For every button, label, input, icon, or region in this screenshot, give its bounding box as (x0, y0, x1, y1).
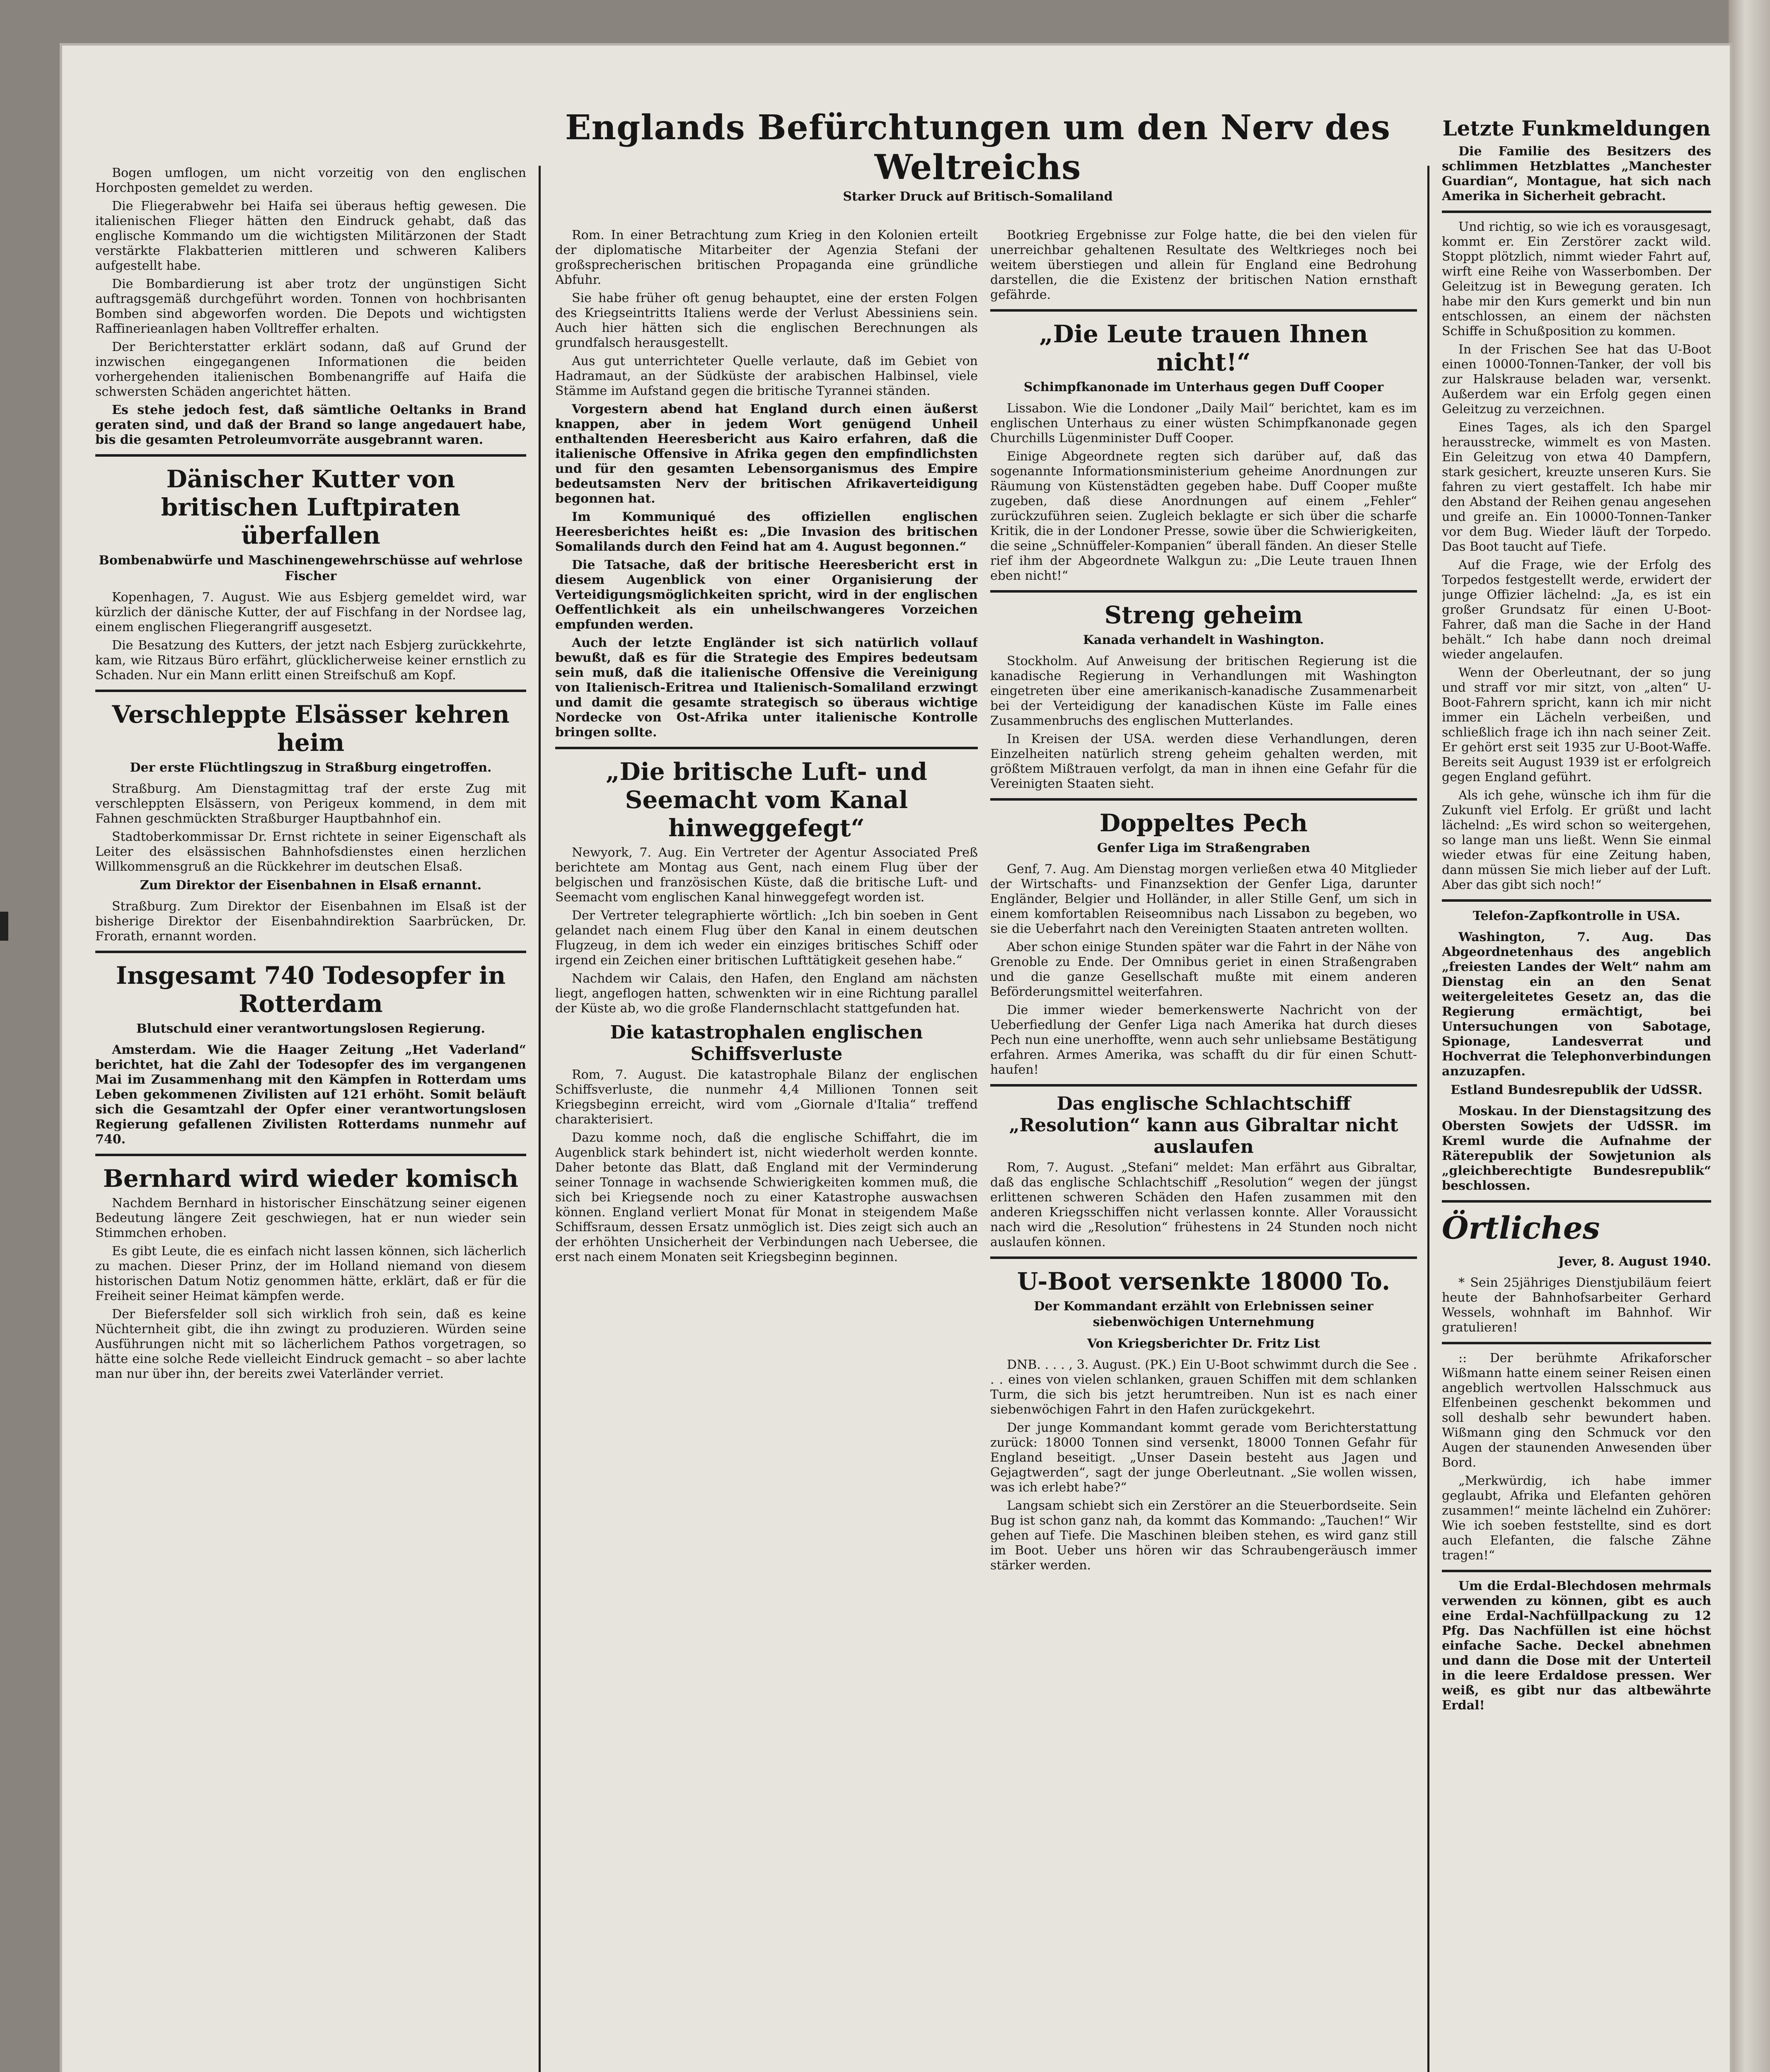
paragraph: Rom, 7. August. Die katastrophale Bilanz der englischen Schiffsverluste, die nunmehr 4,4 Millionen Tonnen seit Kriegsbeginn erreicht, wird vom „Giornale d'Italia“ treffend charakterisiert. (555, 1067, 978, 1127)
main-headline: Englands Befürchtungen um den Nerv des Weltreichs (565, 108, 1391, 187)
paragraph: Der junge Kommandant kommt gerade vom Berichterstattung zurück: 18000 Tonnen sind versenkt, 18000 Tonnen Gefahr für England beseitigt. „Unser Dasein besteht aus Jagen und Gejagtwerden“, sagt der junge Oberleutnant. „Sie wollen wissen, was ich erlebt habe?“ (990, 1421, 1417, 1495)
headline-daenisch: Dänischer Kutter von britischen Luftpiraten überfallen (161, 465, 461, 549)
paragraph: Bogen umflogen, um nicht vorzeitig von den englischen Horchposten gemeldet zu werden. (95, 166, 526, 195)
divider (95, 1154, 526, 1156)
newspaper-page (62, 46, 1730, 2072)
headline-resolution: Das englische Schlachtschiff „Resolution“ kann aus Gibraltar nicht auslaufen (1009, 1093, 1398, 1157)
paragraph: Es stehe jedoch fest, daß sämtliche Oeltanks in Brand geraten sind, und daß der Brand so lange angedauert habe, bis die gesamten Petroleumvorräte ausgebrannt waren. (95, 403, 526, 447)
paragraph: DNB. . . . , 3. August. (PK.) Ein U-Boot schwimmt durch die See . . . eines von vielen schlanken, grauen Schiffen mit dem schlanken Turm, die sich bis jetzt herumtreiben. Nun ist es nach einer siebenwöchigen Fahrt in den Hafen zurückgekehrt. (990, 1358, 1417, 1417)
paragraph: Um die Erdal-Blechdosen mehrmals verwenden zu können, gibt es auch eine Erdal-Nachfüllpackung zu 12 Pfg. Das Nachfüllen ist eine höchst einfache Sache. Deckel abnehmen und dann die Dose mit der Unterteil in die leere Erdaldose pressen. Wer weiß, es gibt nur das altbewährte Erdal! (1442, 1579, 1711, 1713)
paragraph: Aus gut unterrichteter Quelle verlaute, daß im Gebiet von Hadramaut, an der Südküste der arabischen Halbinsel, viele Stämme im Aufstand gegen die britische Tyrannei ständen. (555, 354, 978, 398)
headline-rotterdam: Insgesamt 740 Todesopfer in Rotterdam (116, 961, 506, 1018)
subheadline: Schimpfkanonade im Unterhaus gegen Duff Cooper (1023, 380, 1384, 395)
divider (95, 951, 526, 953)
dateline: Jever, 8. August 1940. (1558, 1254, 1711, 1269)
paragraph: Die Besatzung des Kutters, der jetzt nach Esbjerg zurückkehrte, kam, wie Ritzaus Büro erfährt, glücklicherweise keiner ernstlich zu Schaden. Nur ein Mann erlitt einen Streifschuß am Kopf. (95, 638, 526, 683)
subheadline: Estland Bundesrepublik der UdSSR. (1451, 1083, 1702, 1097)
divider (1442, 899, 1711, 902)
paragraph: Auch der letzte Engländer ist sich natürlich vollauf bewußt, daß es für die Strategie des Empires bedeutsam sein muß, daß die italienische Offensive die Vereinigung von Italienisch-Eritrea und Italienisch-Somaliland erzwingt und damit die gesamte strategisch so überaus wichtige Nordecke von Ost-Afrika unter italienische Kontrolle bringen sollte. (555, 636, 978, 740)
subheadline: Zum Direktor der Eisenbahnen in Elsaß ernannt. (140, 878, 482, 893)
column-rule (1427, 166, 1429, 2072)
subheadline: Blutschuld einer verantwortungslosen Regierung. (136, 1021, 486, 1036)
paragraph: In der Frischen See hat das U-Boot einen 10000-Tonnen-Tanker, der voll bis zur Halskrause beladen war, versenkt. Außerdem war ein Erfolg gegen einen Geleitzug zu verzeichnen. (1442, 342, 1711, 416)
divider (95, 454, 526, 457)
paragraph: In Kreisen der USA. werden diese Verhandlungen, deren Einzelheiten natürlich streng geheim gehalten werden, mit größtem Mißtrauen verfolgt, da man in ihnen eine Gefahr für die Vereinigten Staaten sieht. (990, 732, 1417, 791)
paragraph: Stadtoberkommissar Dr. Ernst richtete in seiner Eigenschaft als Leiter des elsässischen Bahnhofsdienstes einen herzlichen Willkommensgruß an die Rückkehrer im deutschen Elsaß. (95, 830, 526, 874)
headline-geheim: Streng geheim (1104, 601, 1303, 629)
paragraph: Kopenhagen, 7. August. Wie aus Esbjerg gemeldet wird, war kürzlich der dänische Kutter, der auf Fischfang in der Nordsee lag, einem englischen Fliegerangriff ausgesetzt. (95, 590, 526, 634)
paragraph: Aber schon einige Stunden später war die Fahrt in der Nähe von Grenoble zu Ende. Der Omnibus geriet in einen Straßengraben und die ganze Gesellschaft mußte mit einem anderen Beförderungsmittel weiterfahren. (990, 940, 1417, 999)
byline: Von Kriegsberichter Dr. Fritz List (1087, 1336, 1320, 1351)
book-binding (1729, 0, 1770, 2072)
column-3 (990, 228, 1417, 2072)
divider (990, 1256, 1417, 1259)
headline-pech: Doppeltes Pech (1099, 809, 1308, 837)
paragraph: :: Der berühmte Afrikaforscher Wißmann hatte einem seiner Reisen einen angeblich wertvollen Halsschmuck aus Elfenbeinen geschenkt bekommen und soll deshalb sehr bewundert haben. Wißmann ging den Schmuck vor den Augen der staunenden Anwesenden über Bord. (1442, 1351, 1711, 1470)
paragraph: Auf die Frage, wie der Erfolg des Torpedos festgestellt werde, erwidert der junge Offizier lächelnd: „Ja, es ist ein großer Grundsatz für einen U-Boot-Fahrer, daß man die Sache in der Hand behält.“ Ich habe dann noch dreimal wieder angelaufen. (1442, 558, 1711, 662)
paragraph: Nachdem Bernhard in historischer Einschätzung seiner eigenen Bedeutung längere Zeit geschwiegen, hat er nun wieder sein Stimmchen erhoben. (95, 1196, 526, 1240)
subheadline: Kanada verhandelt in Washington. (1083, 633, 1324, 647)
paragraph: Nachdem wir Calais, den Hafen, den England am nächsten liegt, angeflogen hatten, schwenkten wir in eine Richtung parallel der Küste ab, wo die große Flandernschlacht stattgefunden hat. (555, 971, 978, 1016)
paragraph: Einige Abgeordnete regten sich darüber auf, daß das sogenannte Informationsministerium geheime Anordnungen zur Räumung von Küstenstädten gegeben habe. Duff Cooper mußte zugeben, daß diese Anordnungen auf einem „Fehler“ zurückzuführen seien. Zugleich beklagte er sich über die scharfe Kritik, die in der Londoner Presse, sowie über die Schwierigkeiten, die seine „Schnüffeler-Kompanien“ überall fänden. An dieser Stelle rief ihm der Abgeordnete Walkgun zu: „Die Leute trauen Ihnen eben nicht!“ (990, 449, 1417, 583)
paragraph: Die Familie des Besitzers des schlimmen Hetzblattes „Manchester Guardian“, Montague, hat sich nach Amerika in Sicherheit gebracht. (1442, 144, 1711, 203)
paragraph: Sie habe früher oft genug behauptet, eine der ersten Folgen des Kriegseintritts Italiens werde der Verlust Abessiniens sein. Auch hier hätten sich die englischen Berechnungen als grundfalsch herausgestellt. (555, 291, 978, 350)
paragraph: Es gibt Leute, die es einfach nicht lassen können, sich lächerlich zu machen. Dieser Prinz, der im Holland niemand von diesem historischen Datum Notiz genommen hätte, erklärt, daß er für die Freiheit seiner Heimat kämpfen werde. (95, 1244, 526, 1303)
column-rule (539, 166, 541, 2072)
divider (1442, 211, 1711, 213)
paragraph: Die Bombardierung ist aber trotz der ungünstigen Sicht auftragsgemäß durchgeführt worden. Tonnen von hochbrisanten Bomben sind abgeworfen worden. Die Depots und wichtigsten Raffinerieanlagen haben Volltreffer erhalten. (95, 277, 526, 336)
headline-uboot: U-Boot versenkte 18000 To. (1017, 1267, 1390, 1295)
divider (990, 309, 1417, 312)
paragraph: Und richtig, so wie ich es vorausgesagt, kommt er. Ein Zerstörer zackt wild. Stoppt plötzlich, nimmt wieder Fahrt auf, wirft eine Reihe von Wasserbomben. Der Geleitzug ist in Bewegung geraten. Ich habe mir den Kurs gemerkt und bin nun entschlossen, an einem der nächsten Schiffe in Schußposition zu kommen. (1442, 220, 1711, 339)
paragraph: Washington, 7. Aug. Das Abgeordnetenhaus des angeblich „freiesten Landes der Welt“ nahm am Dienstag ein an den Senat weitergeleitetes Gesetz an, das die Regierung ermächtigt, bei Untersuchungen von Sabotage, Spionage, Landesverrat und Hochverrat die Telephonverbindungen anzuzapfen. (1442, 930, 1711, 1079)
headline-luft-seemacht: „Die britische Luft- und Seemacht vom Kanal hinweggefegt“ (606, 758, 927, 842)
paragraph: Newyork, 7. Aug. Ein Vertreter der Agentur Associated Preß berichtete am Montag aus Gent, nach einem Flug über der belgischen und französischen Küste, daß die britische Luft- und Seemacht vom englischen Kanal hinweggefegt worden ist. (555, 845, 978, 905)
divider (1442, 1570, 1711, 1572)
divider (555, 747, 978, 749)
paragraph: Die immer wieder bemerkenswerte Nachricht von der Ueberfiedlung der Genfer Liga nach Amerika hat durch dieses Pech nun eine unerhoffte, wenn auch sehr unliebsame Bestätigung erfahren. Armes Amerika, was schafft du dir für einen Schutt-haufen! (990, 1003, 1417, 1077)
paragraph: Straßburg. Am Dienstagmittag traf der erste Zug mit verschleppten Elsässern, von Perigeux kommend, in dem mit Fahnen geschmückten Straßburger Hauptbahnhof ein. (95, 782, 526, 826)
headline-schiffsverluste: Die katastrophalen englischen Schiffsverluste (610, 1022, 923, 1065)
column-2 (555, 228, 978, 2072)
paragraph: Wenn der Oberleutnant, der so jung und straff vor mir sitzt, von „alten“ U-Boot-Fahrern spricht, kann ich mir nicht immer ein Lächeln verbeißen, und schließlich frage ich ihn nach seiner Zeit. Er gehört erst seit 1935 zur U-Boot-Waffe. Bereits seit August 1939 ist er erfolgreich gegen England geführt. (1442, 666, 1711, 784)
divider (1442, 1200, 1711, 1203)
paragraph: „Merkwürdig, ich habe immer geglaubt, Afrika und Elefanten gehören zusammen!“ meinte lächelnd ein Zuhörer: Wie ich soeben feststellte, sind es dort auch Elefanten, die falsche Zähne tragen!“ (1442, 1474, 1711, 1563)
main-headline-block (555, 108, 1400, 211)
subheadline: Genfer Liga im Straßengraben (1097, 841, 1311, 855)
subheadline: Telefon-Zapfkontrolle in USA. (1473, 909, 1681, 923)
paragraph: Lissabon. Wie die Londoner „Daily Mail“ berichtet, kam es im englischen Unterhaus zu einer wüsten Schimpfkanonade gegen Churchills Lügenminister Duff Cooper. (990, 401, 1417, 445)
paragraph: Eines Tages, als ich den Spargel herausstrecke, wimmelt es von Masten. Ein Geleitzug von etwa 40 Dampfern, stark gesichert, kreuzte unseren Kurs. Sie fahren zu viert gestaffelt. Ich habe mir den Abstand der Reihen genau angesehen und greife an. Ein 10000-Tonnen-Tanker vor dem Bug. Wieder läuft der Torpedo. Das Boot taucht auf Tiefe. (1442, 420, 1711, 554)
divider (990, 1084, 1417, 1087)
paragraph: Als ich gehe, wünsche ich ihm für die Zukunft viel Erfolg. Er grüßt und lacht lächelnd: „Es wird schon so weitergehen, so lange man uns ließt. Wenn Sie einmal wieder etwas für eine Zeitung haben, dann müssen Sie mich lieber auf der Luft. Aber das gibt sich noch!“ (1442, 788, 1711, 892)
paragraph: Die Fliegerabwehr bei Haifa sei überaus heftig gewesen. Die italienischen Flieger hätten den Eindruck gehabt, daß das englische Kommando um die wichtigsten Militärzonen der Stadt verstärkte Flakbatterien mittleren und schweren Kalibers aufgestellt habe. (95, 199, 526, 273)
paragraph: Moskau. In der Dienstagsitzung des Obersten Sowjets der UdSSR. im Kreml wurde die Aufnahme der Räterepublik der Sowjetunion als „gleichberechtigte Bundesrepublik“ beschlossen. (1442, 1104, 1711, 1193)
paragraph: Stockholm. Auf Anweisung der britischen Regierung ist die kanadische Regierung in Verhandlungen mit Washington eingetreten über eine amerikanisch-kanadische Zusammenarbeit bei der Verteidigung der kanadischen Küste im Falle eines Zusammenbruchs des englischen Mutterlandes. (990, 654, 1417, 728)
headline-leute: „Die Leute trauen Ihnen nicht!“ (1039, 320, 1368, 376)
paragraph: Der Vertreter telegraphierte wörtlich: „Ich bin soeben in Gent gelandet nach einem Flug über den Kanal in einem deutschen Flugzeug, in dem ich weder ein einziges britisches Schiff oder irgend ein Zeichen einer britischen Lufttätigkeit gesehen habe.“ (555, 908, 978, 968)
paragraph: Amsterdam. Wie die Haager Zeitung „Het Vaderland“ berichtet, hat die Zahl der Todesopfer des im vergangenen Mai im Zusammenhang mit den Kämpfen in Rotterdam ums Leben gekommenen Zivilisten auf 121 erhöht. Somit beläuft sich die Gesamtzahl der Opfer einer verantwortungslosen Regierung gefallenen Zivilisten Rotterdams nunmehr auf 740. (95, 1043, 526, 1147)
headline-funkmeldungen: Letzte Funkmeldungen (1442, 116, 1711, 140)
paragraph: Der Berichterstatter erklärt sodann, daß auf Grund der inzwischen eingegangenen Informationen die beiden vorhergehenden italienischen Bombenangriffe auf Haifa die schwersten Schäden angerichtet hätten. (95, 340, 526, 399)
headline-bernhard: Bernhard wird wieder komisch (103, 1164, 519, 1193)
section-title-oertliches: Örtliches (1442, 1210, 1600, 1246)
divider (990, 590, 1417, 593)
column-4 (1442, 108, 1711, 2072)
paragraph: * Sein 25jähriges Dienstjubiläum feiert heute der Bahnhofsarbeiter Gerhard Wessels, wohnhaft im Bahnhof. Wir gratulieren! (1442, 1276, 1711, 1335)
paragraph: Vorgestern abend hat England durch einen äußerst knappen, aber in jedem Wort genügend Unheil enthaltenden Heeresbericht aus Kairo erfahren, daß die italienische Offensive in Afrika gegen den empfindlichsten und für den gesamten Lebensorganismus des Empire bedeutsamsten Nerv der britischen Afrikaverteidigung begonnen hat. (555, 402, 978, 506)
paragraph: Im Kommuniqué des offiziellen englischen Heeresberichtes heißt es: „Die Invasion des britischen Somalilands durch den Feind hat am 4. August begonnen.“ (555, 510, 978, 554)
subheadline: Der Kommandant erzählt von Erlebnissen seiner siebenwöchigen Unternehmung (1034, 1299, 1373, 1329)
divider (95, 690, 526, 692)
paragraph: Rom, 7. August. „Stefani“ meldet: Man erfährt aus Gibraltar, daß das englische Schlachtschiff „Resolution“ wegen der jüngst erlittenen schweren Schäden den Hafen zusammen mit den anderen Kriegsschiffen nicht verlassen konnte. Aller Voraussicht nach wird die „Resolution“ frühestens in 24 Stunden noch nicht auslaufen können. (990, 1160, 1417, 1249)
divider (1442, 1342, 1711, 1344)
paragraph: Die Tatsache, daß der britische Heeresbericht erst in diesem Augenblick von einer Organisierung der Verteidigungsmöglichkeiten spricht, wird in der englischen Oeffentlichkeit als ein unheilschwangeres Vorzeichen empfunden werden. (555, 558, 978, 632)
paragraph: Dazu komme noch, daß die englische Schiffahrt, die im Augenblick stark behindert ist, nicht wiederholt werden konnte. Daher betonte das Blatt, daß England mit der Verminderung seiner Tonnage in wachsende Schwierigkeiten kommen muß, die sich bei Kriegsende noch zu einer Katastrophe auswachsen können. England verliert Monat für Monat in steigendem Maße Schiffsraum, dessen Ersatz unmöglich ist. Dies zeigt sich auch an der erhöhten Unsicherheit der Verbindungen nach Uebersee, die erst nach einem Monaten seit Kriegsbeginn beginnen. (555, 1130, 978, 1264)
paragraph: Der Biefersfelder soll sich wirklich froh sein, daß es keine Nüchternheit gibt, die ihn zwingt zu produzieren. Würden seine Ausführungen nicht mit so lächerlichem Pathos vorgetragen, so hätte eine solche Rede vielleicht Eindruck gemacht – so aber lachte man nur über ihn, der bereits zwei Vaterländer verriet. (95, 1307, 526, 1381)
paragraph: Langsam schiebt sich ein Zerstörer an die Steuerbordseite. Sein Bug ist schon ganz nah, da kommt das Kommando: „Tauchen!“ Wir gehen auf Tiefe. Die Maschinen bleiben stehen, es wird ganz still im Boot. Ueber uns hören wir das Schraubengeräusch immer stärker werden. (990, 1498, 1417, 1573)
headline-elsaesser: Verschleppte Elsässer kehren heim (112, 700, 510, 757)
edge-mark (0, 912, 8, 941)
divider (990, 798, 1417, 801)
paragraph: Genf, 7. Aug. Am Dienstag morgen verließen etwa 40 Mitglieder der Wirtschafts- und Finanzsektion der Genfer Liga, darunter Engländer, Belgier und Holländer, in aller Stille Genf, um sich in einem komfortablen Reiseomnibus nach Lissabon zu begeben, wo sie die Ueberfahrt nach den Vereinigten Staaten antreten wollten. (990, 862, 1417, 936)
paragraph: Bootkrieg Ergebnisse zur Folge hatte, die bei den vielen für unerreichbar gehaltenen Resultate des Weltkrieges noch bei weitem überstiegen und allein für England eine Bedrohung darstellen, die die Existenz der britischen Nation ernsthaft gefährde. (990, 228, 1417, 302)
column-1 (95, 166, 526, 2072)
subheadline: Der erste Flüchtlingszug in Straßburg eingetroffen. (130, 760, 492, 775)
subheadline: Bombenabwürfe und Maschinengewehrschüsse auf wehrlose Fischer (99, 553, 523, 583)
main-subheadline: Starker Druck auf Britisch-Somaliland (843, 189, 1113, 204)
paragraph: Straßburg. Zum Direktor der Eisenbahnen im Elsaß ist der bisherige Direktor der Eisenbahndirektion Saarbrücken, Dr. Frorath, ernannt worden. (95, 899, 526, 944)
paragraph: Rom. In einer Betrachtung zum Krieg in den Kolonien erteilt der diplomatische Mitarbeiter der Agenzia Stefani der großsprecherischen britischen Propaganda eine gründliche Abfuhr. (555, 228, 978, 287)
